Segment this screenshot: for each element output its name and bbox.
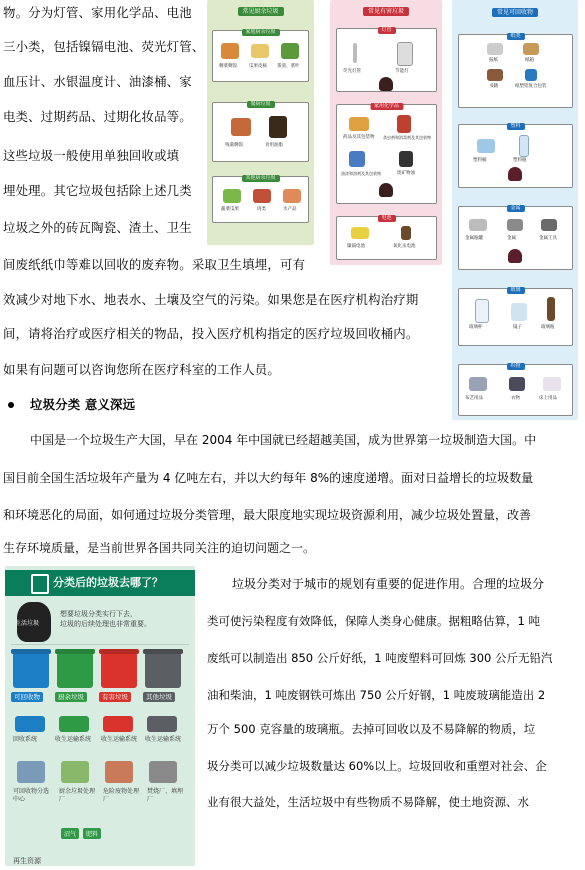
bottom-cut-label: 再生资源 <box>13 857 41 865</box>
meat-icon <box>253 189 271 203</box>
plastic-bottle-icon <box>519 135 529 157</box>
hazardous-box-lamps-head: 灯管 <box>377 27 395 34</box>
plastic-bucket-icon <box>477 139 495 153</box>
hazardous-item-label: 镍镉电池 <box>347 244 365 249</box>
right-para-line-5: 万个 500 克容量的玻璃瓶。去掉可回收以及不易降解的物质，垃 <box>207 722 536 736</box>
recyclables-box-paper-head: 纸类 <box>506 33 524 40</box>
hazardous-box-chemicals-head: 家用化学品 <box>370 103 403 110</box>
kitchen-item-label: 残羹剩饭 <box>225 143 243 148</box>
newspaper-icon <box>487 43 503 55</box>
kitchen-item-label: 水产品 <box>283 207 297 212</box>
fruit-peel-icon <box>251 44 269 58</box>
kitchen-box-other <box>212 176 309 223</box>
right-para-line-2: 类可使污染程度有效降低，保障人类身心健康。据粗略估算，1 吨 <box>207 614 540 628</box>
metal-icon <box>507 219 523 231</box>
leftover-food-icon <box>221 43 239 59</box>
recyclables-box-glass <box>458 288 573 346</box>
kitchen-box-other-head: 其他厨余垃圾 <box>241 175 279 182</box>
other-bin-label: 其他垃圾 <box>143 692 175 702</box>
right-para-line-6: 圾分类可以减少垃圾数量达 60%以上。垃圾回收和重塑对社会、企 <box>207 759 547 773</box>
system-label: 回收系统 <box>13 736 38 743</box>
output-fertilizer: 肥料 <box>83 828 101 839</box>
kitchen-box-restaurant <box>212 102 309 162</box>
heading-bullet <box>8 402 14 408</box>
hazardous-item-label: 油漆和溶剂及其包装物 <box>341 171 381 176</box>
metal-tool-icon <box>541 219 557 231</box>
recyclables-box-plastic <box>458 124 573 188</box>
recyclables-item-label: 衣物 <box>511 396 520 401</box>
hazardous-item-label: 节能灯 <box>395 69 409 74</box>
trash-can-icon <box>31 574 49 594</box>
hazardous-bin-icon <box>379 183 393 197</box>
kitchen-item-label: 剩菜剩饭 <box>219 64 237 69</box>
body-line-1: 效减少对地下水、地表水、土壤及空气的污染。如果您是在医疗机构治疗期 <box>3 292 419 307</box>
book-icon <box>487 69 503 81</box>
kitchen-item-label: 茶渣、菜叶 <box>277 64 300 69</box>
intro-line-4: 电类、过期药品、过期化妆品等。 <box>3 109 192 124</box>
kitchen-poster-title: 常见厨余垃圾 <box>237 7 283 16</box>
metal-can-icon <box>469 219 487 231</box>
carton-icon <box>523 43 539 55</box>
leftover-meal-icon <box>231 118 251 136</box>
section-heading: 垃圾分类 意义深远 <box>30 397 136 412</box>
section-para-line-2: 国目前全国生活垃圾年产量为 4 亿吨左右，并以大约每年 8%的速度递增。面对日益增长的垃圾数量 <box>3 471 534 485</box>
recyclable-bin-label: 可回收物 <box>11 692 43 702</box>
hazardous-item-label: 药品及其包装物 <box>343 135 375 140</box>
recyclables-box-paper <box>458 34 573 108</box>
recyclables-item-label: 床上用品 <box>539 396 557 401</box>
hazardous-item-label: 废矿物油 <box>397 171 415 176</box>
bedding-icon <box>543 377 561 391</box>
fabric-icon <box>469 377 487 391</box>
recyclables-poster-title: 常见可回收物 <box>492 8 538 17</box>
other-truck-icon <box>147 716 177 732</box>
hazardous-box-batteries <box>336 216 437 260</box>
poster-divider <box>11 644 189 645</box>
hazardous-truck-icon <box>103 716 133 732</box>
poster-subtitle-2: 垃圾的后续处理也非常重要。 <box>60 620 151 628</box>
hazardous-box-batteries-head: 电池 <box>377 215 395 222</box>
hazardous-item-label: 氧化汞电池 <box>393 244 416 249</box>
kitchen-item-label: 肉类 <box>257 207 266 212</box>
hazardous-bin-label: 有害垃圾 <box>99 692 131 702</box>
garbage-bag-label: 生活垃圾 <box>15 620 40 627</box>
hazardous-poster-title: 常见有害垃圾 <box>363 7 409 16</box>
tetra-pack-icon <box>525 69 537 81</box>
clothes-icon <box>509 377 525 391</box>
pesticide-icon <box>397 115 411 133</box>
kitchen-box-household <box>212 30 309 82</box>
recyclables-item-label: 镜子 <box>513 325 522 330</box>
recycle-bin-icon <box>508 167 522 181</box>
kitchen-item-label: 瓜果皮核 <box>249 64 267 69</box>
vegetables-icon <box>223 189 241 203</box>
recyclables-item-label: 纸箱 <box>525 58 534 63</box>
glass-bottle-icon <box>547 297 555 321</box>
hazardous-item-label: 杀虫剂和消毒剂及其包装物 <box>383 135 431 140</box>
kitchen-waste-poster <box>207 0 314 245</box>
output-biogas: 沼气 <box>61 828 79 839</box>
mirror-icon <box>511 303 527 321</box>
hazardous-bin <box>101 652 137 688</box>
facility-label: 可回收物分选中心 <box>13 788 50 803</box>
system-label: 收生运输系统 <box>101 736 138 743</box>
sorting-center-icon <box>17 761 45 783</box>
recyclables-box-textile-head: 织物 <box>506 363 524 370</box>
recyclables-item-label: 玻璃瓶 <box>541 325 555 330</box>
recycle-bin-icon <box>508 249 522 263</box>
right-para-line-1: 垃圾分类对于城市的规划有重要的促进作用。合理的垃圾分 <box>232 577 545 591</box>
paint-can-icon <box>349 151 365 167</box>
mercury-battery-icon <box>401 226 411 240</box>
poster-title: 分类后的垃圾去哪了？ <box>53 576 163 589</box>
recyclables-box-metal <box>458 206 573 270</box>
recyclables-poster <box>452 0 578 420</box>
body-line-3: 如果有问题可以咨询您所在医疗科室的工作人员。 <box>3 362 280 377</box>
section-para-line-3: 和环境恶化的局面，如何通过垃圾分类管理，最大限度地实现垃圾资源利用，减少垃圾处置量，改善 <box>3 508 532 522</box>
recyclables-box-textile <box>458 364 573 416</box>
recyclables-item-label: 金属工具 <box>539 236 557 241</box>
intro-line-7: 垃圾之外的砖瓦陶瓷、渣土、卫生 <box>3 220 192 235</box>
glass-cup-icon <box>475 299 489 323</box>
recyclables-item-label: 塑料瓶 <box>513 158 527 163</box>
right-para-line-7: 业有很大益处，生活垃圾中有些物质不易降解，使土地资源、水 <box>207 795 529 809</box>
facility-label: 焚烧厂、填埋厂 <box>147 788 184 803</box>
recyclables-item-label: 布艺用品 <box>465 396 483 401</box>
waste-destination-poster <box>5 566 195 866</box>
system-label: 收生运输系统 <box>145 736 182 743</box>
right-para-line-4: 油和柴油，1 吨废钢铁可炼出 750 公斤好钢，1 吨废玻璃能造出 2 <box>207 688 546 702</box>
recycling-truck-icon <box>15 716 45 732</box>
mineral-oil-icon <box>399 151 413 167</box>
intro-line-5: 这些垃圾一般使用单独回收或填 <box>3 148 180 163</box>
medicine-icon <box>349 117 369 131</box>
system-label: 收生运输系统 <box>55 736 92 743</box>
kitchen-item-label: 蔬菜瓜果 <box>221 207 239 212</box>
recyclables-item-label: 玻璃杯 <box>469 325 483 330</box>
hazardous-bin-icon <box>379 77 393 91</box>
recyclables-item-label: 书籍 <box>489 84 498 89</box>
kitchen-bin <box>57 652 93 688</box>
hazardous-box-chemicals <box>336 104 437 204</box>
kitchen-box-household-head: 家庭厨余垃圾 <box>241 29 279 36</box>
recyclables-item-label: 金属瓶罐 <box>465 236 483 241</box>
section-para-line-1: 中国是一个垃圾生产大国，早在 2004 年中国就已经超越美国，成为世界第一垃圾制造大国。中 <box>30 433 537 447</box>
intro-line-1: 物。分为灯管、家用化学品、电池 <box>3 5 192 20</box>
intro-line-6: 埋处理。其它垃圾包括除上述几类 <box>3 183 192 198</box>
kitchen-plant-icon <box>61 761 89 783</box>
recyclables-box-glass-head: 玻璃 <box>506 287 524 294</box>
poster-subtitle-1: 想要垃圾分类实行下去， <box>60 610 137 618</box>
intro-line-8: 间废纸纸巾等难以回收的废弃物。采取卫生填埋，可有 <box>3 257 306 272</box>
intro-line-3: 血压计、水银温度计、油漆桶、家 <box>3 74 192 89</box>
section-para-line-4: 生存环境质量，是当前世界各国共同关注的迫切问题之一。 <box>3 541 316 555</box>
ni-cd-battery-icon <box>351 227 369 239</box>
hazardous-waste-poster <box>330 0 442 265</box>
energy-saving-lamp-icon <box>397 42 413 66</box>
body-line-2: 间，请将治疗或医疗相关的物品，投入医疗机构指定的医疗垃圾回收桶内。 <box>3 326 419 341</box>
kitchen-box-restaurant-head: 餐厨垃圾 <box>246 101 274 108</box>
fluorescent-tube-icon <box>353 43 357 63</box>
kitchen-truck-icon <box>59 716 89 732</box>
intro-line-2: 三小类，包括镍镉电池、荧光灯管、 <box>3 39 205 54</box>
kitchen-item-label: 食用油脂 <box>265 143 283 148</box>
right-para-line-3: 废纸可以制造出 850 公斤好纸，1 吨废塑料可回炼 300 公斤无铅汽 <box>207 651 553 665</box>
recyclables-item-label: 报纸 <box>489 58 498 63</box>
other-bin <box>145 652 181 688</box>
recyclables-item-label: 塑料桶 <box>473 158 487 163</box>
facility-label: 危险废物处理厂 <box>103 788 140 803</box>
incineration-plant-icon <box>149 761 177 783</box>
hazardous-plant-icon <box>105 761 133 783</box>
recyclables-item-label: 金属 <box>507 236 516 241</box>
kitchen-bin-label: 厨余垃圾 <box>55 692 87 702</box>
recyclables-item-label: 纸塑铝复合包装 <box>515 84 547 89</box>
recyclables-box-plastic-head: 塑料 <box>506 123 524 130</box>
hazardous-item-label: 荧光灯管 <box>343 69 361 74</box>
hazardous-box-lamps <box>336 28 437 92</box>
recyclables-box-metal-head: 金属 <box>506 205 524 212</box>
recyclable-bin <box>13 652 49 688</box>
facility-label: 厨余垃圾处理厂 <box>59 788 96 803</box>
seafood-icon <box>283 189 301 203</box>
tea-leaves-icon <box>281 43 299 59</box>
cooking-oil-icon <box>269 116 287 138</box>
